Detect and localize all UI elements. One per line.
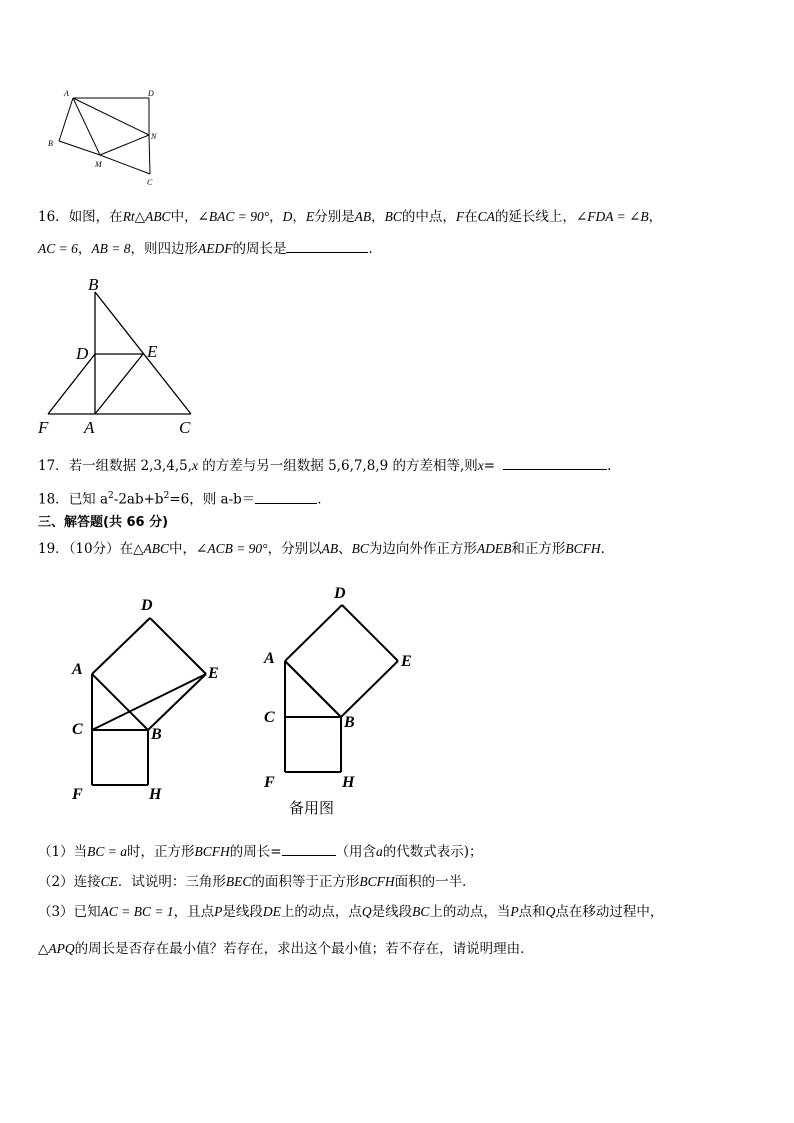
label-A: A — [72, 661, 83, 678]
text: ， — [77, 241, 92, 257]
math: AB — [321, 541, 339, 556]
math: AB — [354, 209, 372, 224]
text: 为边向外作正方形 — [368, 541, 477, 557]
text: 分别是 — [314, 209, 355, 225]
math: P — [214, 904, 223, 919]
label-A: A — [264, 650, 275, 667]
label-E: E — [401, 653, 412, 670]
text: ， — [269, 209, 283, 225]
label-M: M — [95, 160, 102, 169]
math: F — [455, 209, 465, 224]
text: 的面积等于正方形 — [251, 874, 360, 890]
text: ，且点 — [173, 904, 215, 920]
superscript: 2 — [108, 491, 114, 501]
text: （用含 — [335, 844, 377, 860]
text: 若一组数据 2,3,4,5, — [68, 458, 193, 474]
label-H: H — [149, 786, 162, 803]
text: 在 — [464, 209, 478, 225]
math: △APQ — [38, 941, 75, 956]
text: 中， — [170, 209, 198, 225]
math: BCFH — [565, 541, 601, 556]
text: （1）当 — [38, 844, 88, 860]
math: BC — [412, 904, 430, 919]
text: 的延长线上， — [494, 209, 576, 225]
math: DE — [262, 904, 281, 919]
label-B: B — [344, 714, 355, 731]
label-D: D — [148, 89, 154, 98]
question-18 — [38, 487, 322, 509]
label-A: A — [84, 418, 95, 437]
label-D: D — [141, 597, 153, 614]
label-N: N — [151, 132, 157, 141]
text: ， — [371, 209, 385, 225]
text: ． — [600, 541, 615, 557]
figure-q19-main — [60, 590, 240, 810]
question-number: 16． — [38, 209, 69, 225]
text: ， — [648, 209, 663, 225]
text: ． — [368, 241, 382, 257]
answer-blank-q19-1[interactable] — [282, 843, 336, 856]
text: 、 — [338, 541, 352, 557]
math: AB = 8 — [91, 241, 131, 256]
label-C: C — [264, 709, 275, 726]
text: 上的动点，点 — [280, 904, 362, 920]
answer-blank-q17[interactable] — [503, 457, 607, 470]
text: 的周长是否存在最小值？若存在，求出这个最小值；若不存在，请说明理由． — [74, 941, 534, 957]
figure-q19-backup — [255, 580, 435, 800]
figure-q15-svg — [40, 85, 170, 195]
text: -2ab+b — [113, 491, 164, 508]
math: E — [305, 209, 315, 224]
label-D: D — [76, 344, 89, 363]
math: AC = 6 — [38, 241, 78, 256]
text: ，分别以 — [267, 541, 322, 557]
label-H: H — [342, 774, 355, 791]
text: ．试说明：三角形 — [117, 874, 226, 890]
text: 和正方形 — [511, 541, 566, 557]
text: 中， — [169, 541, 197, 557]
figure-q19-main-svg — [60, 590, 240, 810]
math: Rt△ABC — [122, 209, 171, 224]
text: 面积的一半． — [394, 874, 476, 890]
math: CA — [477, 209, 495, 224]
figure-q16-svg — [30, 270, 205, 440]
answer-blank-q18[interactable] — [255, 491, 317, 504]
text: =6，则 a-b＝ — [169, 491, 256, 508]
question-16-line2 — [38, 240, 382, 258]
math: BCFH — [359, 874, 395, 889]
math: CE — [100, 874, 118, 889]
section-header-3: 三、解答题(共 66 分) — [38, 515, 169, 530]
label-E: E — [208, 665, 219, 682]
text: ，则四边形 — [130, 241, 198, 257]
question-17 — [38, 457, 611, 475]
text: 的周长是 — [232, 241, 287, 257]
math: ∠BAC = 90° — [197, 209, 270, 224]
math: BEC — [225, 874, 252, 889]
figure-caption: 备用图 — [289, 799, 335, 817]
math: P — [510, 904, 519, 919]
text: ， — [292, 209, 306, 225]
math: Q — [545, 904, 556, 919]
question-19-part-1 — [38, 843, 483, 861]
label-F: F — [72, 786, 83, 803]
math: ∠ACB = 90° — [196, 541, 268, 556]
figure-q19-backup-svg — [255, 580, 435, 800]
question-16-line1 — [38, 208, 662, 226]
label-C: C — [179, 418, 191, 437]
math: D — [282, 209, 293, 224]
label-C: C — [72, 721, 83, 738]
question-19-part-3-line1 — [38, 903, 663, 921]
question-19 — [38, 540, 614, 558]
label-B: B — [88, 275, 99, 294]
text: （10分）在 — [68, 541, 134, 557]
math: ∠FDA = ∠B — [575, 209, 649, 224]
question-number: 18． — [38, 491, 69, 508]
math: △ABC — [133, 541, 170, 556]
math: ADEB — [476, 541, 512, 556]
label-D: D — [334, 585, 346, 602]
math: BC — [384, 209, 402, 224]
math: x — [477, 458, 484, 473]
figure-q16 — [30, 270, 205, 440]
question-19-part-3-line2 — [38, 940, 534, 958]
text: 的方差与另一组数据 5,6,7,8,9 的方差相等,则 — [198, 458, 478, 474]
text: （2）连接 — [38, 874, 101, 890]
math: Q — [361, 904, 372, 919]
text: 时，正方形 — [126, 844, 195, 860]
answer-blank-q16[interactable] — [286, 240, 368, 253]
label-F: F — [38, 418, 49, 437]
text: 的周长= — [229, 844, 282, 860]
question-number: 19． — [38, 541, 69, 557]
text: 已知 a — [68, 491, 109, 508]
text: 的代数式表示)； — [382, 844, 483, 860]
text: 如图，在 — [68, 209, 123, 225]
text: 点在移动过程中， — [555, 904, 664, 920]
text: （3）已知 — [38, 904, 101, 920]
math: a — [376, 844, 383, 859]
text: 点和 — [518, 904, 546, 920]
text: . — [317, 491, 322, 508]
math: BCFH — [194, 844, 230, 859]
question-19-part-2 — [38, 873, 476, 891]
text: 是线段 — [371, 904, 413, 920]
math: BC — [351, 541, 369, 556]
figure-q15 — [40, 85, 170, 195]
math: AEDF — [197, 241, 233, 256]
label-B: B — [151, 726, 162, 743]
label-B: B — [48, 139, 53, 148]
label-C: C — [147, 178, 153, 187]
label-E: E — [147, 342, 158, 361]
math: BC = a — [87, 844, 127, 859]
text: 的中点， — [401, 209, 456, 225]
superscript: 2 — [163, 491, 170, 501]
text: 上的动点，当 — [429, 904, 511, 920]
label-A: A — [64, 89, 69, 98]
text: = — [483, 458, 496, 474]
math: AC = BC = 1 — [100, 904, 174, 919]
label-F: F — [264, 774, 275, 791]
text: 是线段 — [222, 904, 263, 920]
text: . — [607, 458, 612, 474]
math: x — [192, 458, 199, 473]
question-number: 17． — [38, 458, 69, 474]
